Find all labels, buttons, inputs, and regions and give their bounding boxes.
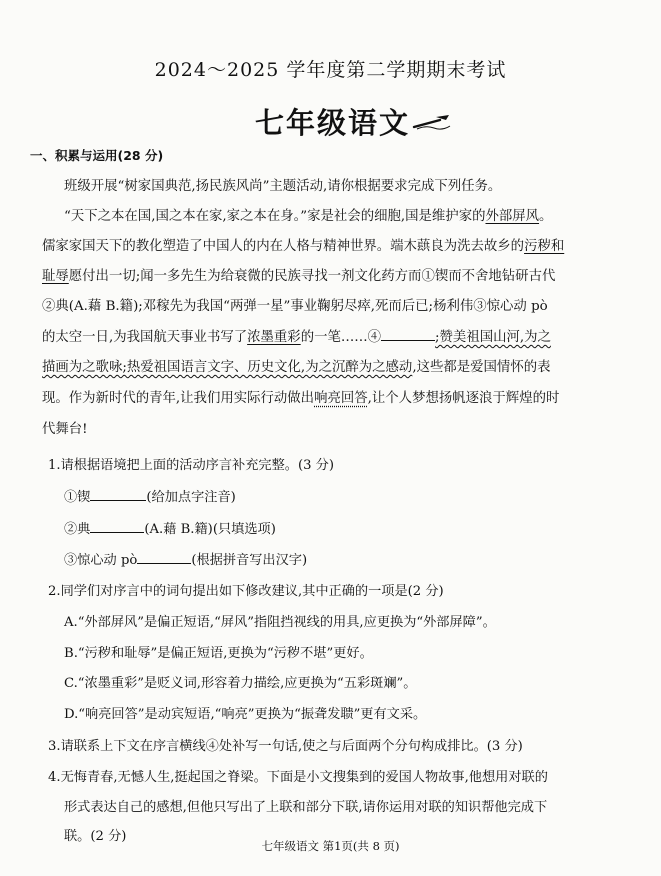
underlined-phrase-nongmo: 浓墨重彩 bbox=[247, 330, 301, 345]
passage-line-3: 耻辱愿付出一切;闻一多先生为给衰微的民族寻找一剂文化药方而①锲而不舍地钻研古代 bbox=[42, 269, 556, 284]
passage-line-6: 描画为之歌咏;热爱祖国语言文字、历史文化,为之沉醉为之感动,这些都是爱国情怀的表 bbox=[42, 360, 551, 375]
question-4-line-2: 形式表达自己的感想,但他只写出了上联和部分下联,请你运用对联的知识帮他完成下 bbox=[64, 800, 548, 815]
question-1: 1.请根据语境把上面的活动序言补充完整。(3 分) bbox=[48, 458, 335, 473]
underlined-phrase-waibu-pingfeng: 外部屏风 bbox=[485, 209, 540, 224]
question-1-item-1: ①锲 (给加点字注音) bbox=[64, 490, 236, 505]
passage-line-4: ②典(A.藉 B.籍);邓稼先为我国“两弹一星”事业鞠躬尽瘁,死而后已;杨利伟③惊心动 pò bbox=[42, 299, 548, 314]
passage-line-2: 儒家家国天下的教化塑造了中国人的内在人格与精神世界。端木蕻良为洗去故乡的污秽和 bbox=[42, 239, 565, 254]
question-2-option-c: C.“浓墨重彩”是贬义词,形容着力描绘,应更换为“五彩斑斓”。 bbox=[64, 676, 417, 691]
question-1-item-3: ③惊心动 pò (根据拼音写出汉字) bbox=[64, 553, 308, 568]
wavy-phrase-reai: 描画为之歌咏;热爱祖国语言文字、历史文化,为之沉醉为之感动 bbox=[42, 360, 413, 375]
question-2-option-d: D.“响亮回答”是动宾短语,“响亮”更换为“振聋发聩”更有文采。 bbox=[64, 707, 427, 722]
question-3: 3.请联系上下文在序言横线④处补写一句话,使之与后面两个分句构成排比。(3 分) bbox=[48, 739, 523, 754]
wavy-phrase-zanmei: ;赞美祖国山河,为之 bbox=[435, 330, 551, 345]
underlined-phrase-chiru: 耻辱 bbox=[42, 269, 69, 284]
answer-blank-2[interactable] bbox=[90, 520, 144, 533]
passage-line-8: 代舞台! bbox=[42, 422, 88, 437]
section-heading: 一、积累与运用(28 分) bbox=[30, 148, 164, 163]
question-2-option-a: A.“外部屏风”是偏正短语,“屏风”指阻挡视线的用具,应更换为“外部屏障”。 bbox=[64, 615, 496, 630]
question-4-line-1: 4.无悔青春,无憾人生,挺起国之脊梁。下面是小文搜集到的爱国人物故事,他想用对联的 bbox=[48, 770, 548, 785]
passage-line-7: 现。作为新时代的青年,让我们用实际行动做出响亮回答,让个人梦想扬帆逐浪于辉煌的时 bbox=[42, 391, 560, 406]
subject-title: 七年级语文 bbox=[255, 106, 411, 140]
pen-doodle-icon bbox=[412, 111, 452, 131]
question-2: 2.同学们对序言中的词句提出如下修改建议,其中正确的一项是(2 分) bbox=[48, 584, 444, 599]
question-4-line-3: 联。(2 分) bbox=[64, 829, 127, 844]
question-1-item-2: ②典 (A.藉 B.籍)(只填选项) bbox=[64, 522, 276, 537]
answer-blank-3[interactable] bbox=[137, 551, 191, 564]
blank-4-line bbox=[381, 328, 435, 341]
dotted-phrase-xiangliang: 响亮回答 bbox=[314, 391, 368, 406]
passage-line-1: “天下之本在国,国之本在家,家之本在身。”家是社会的细胞,国是维护家的外部屏风。 bbox=[64, 209, 553, 224]
exam-title-line: 2024～2025 学年度第二学期期末考试 bbox=[154, 59, 507, 81]
page-footer: 七年级语文 第1页(共 8 页) bbox=[261, 839, 400, 853]
question-2-option-b: B.“污秽和耻辱”是偏正短语,更换为“污秽不堪”更好。 bbox=[64, 646, 373, 661]
answer-blank-1[interactable] bbox=[90, 488, 146, 501]
underlined-phrase-wuhui: 污秽和 bbox=[524, 239, 565, 254]
intro-paragraph: 班级开展“树家国典范,扬民族风尚”主题活动,请你根据要求完成下列任务。 bbox=[64, 179, 502, 194]
passage-line-5: 的太空一日,为我国航天事业书写了浓墨重彩的一笔……④ ;赞美祖国山河,为之 bbox=[42, 330, 551, 345]
